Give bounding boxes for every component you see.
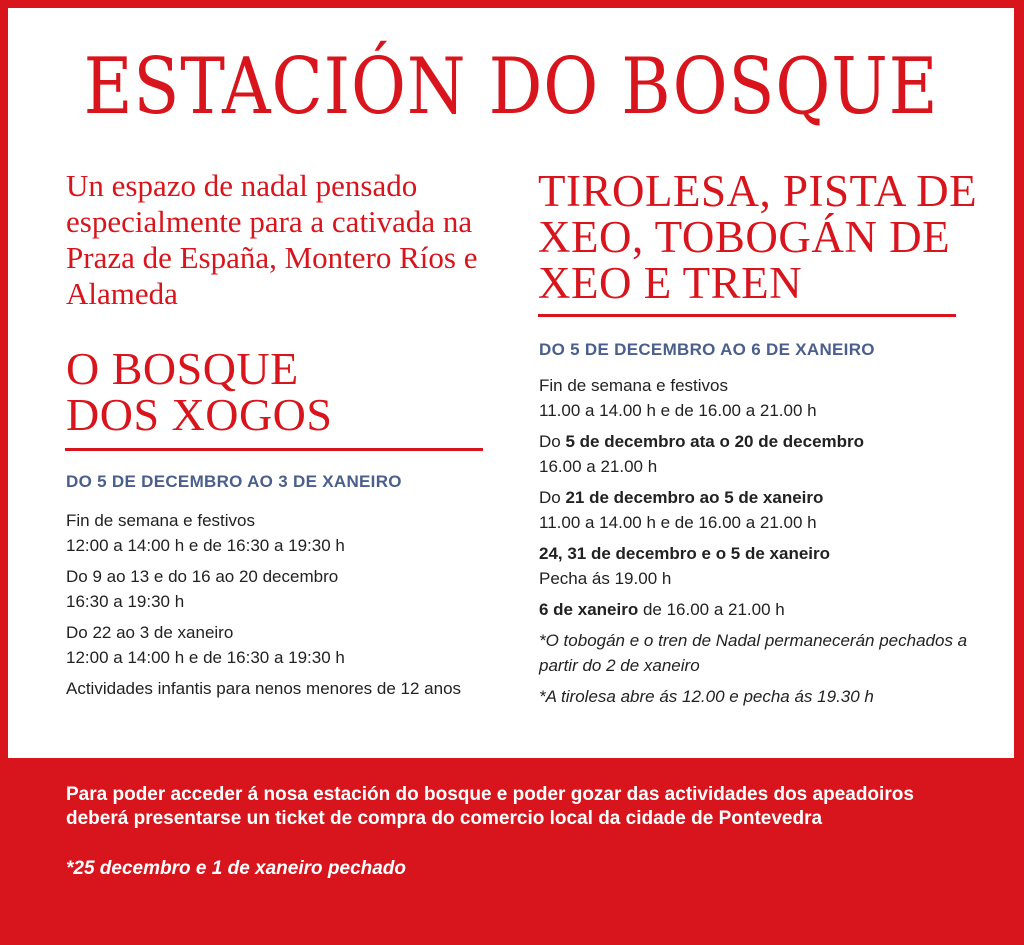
entry-label: Do 22 ao 3 de xaneiro (66, 623, 234, 642)
intro-text: Un espazo de nadal pensado especialmente para a cativada na Praza de España, Montero Ríos e Alameda (66, 168, 478, 311)
age-note: Actividades infantis para nenos menores de 12 anos (66, 679, 462, 698)
zipline-note: *A tirolesa abre ás 12.00 e pecha ás 19.30 h (539, 687, 874, 706)
right-schedule (539, 373, 979, 715)
right-heading-line: TIROLESA, PISTA DE (538, 166, 978, 216)
entry-label (539, 429, 979, 454)
entry-hours: 12:00 a 14:00 h e de 16:30 a 19:30 h (66, 648, 345, 667)
entry-hours: 12:00 a 14:00 h e de 16:30 a 19:30 h (66, 536, 345, 555)
content-panel (8, 8, 1014, 758)
entry-prefix: Do (539, 432, 566, 451)
left-schedule (66, 508, 496, 707)
entry-date: 21 de decembro ao 5 de xaneiro (565, 488, 824, 507)
right-section-heading (538, 168, 978, 306)
entry-label (539, 485, 979, 510)
schedule-entry (66, 620, 496, 670)
schedule-entry (539, 597, 979, 622)
right-divider (538, 314, 956, 317)
entry-date: 6 de xaneiro (539, 600, 639, 619)
closure-note: *O tobogán e o tren de Nadal permanecerán pechados a partir do 2 de xaneiro (539, 631, 968, 675)
left-date-range: DO 5 DE DECEMBRO AO 3 DE XANEIRO (66, 472, 402, 491)
page-title: ESTACIÓN DO BOSQUE (83, 42, 939, 132)
entry-hours: de 16.00 a 21.00 h (638, 600, 785, 619)
entry-date: 5 de decembro ata o 20 de decembro (565, 432, 865, 451)
closed-days-note: *25 decembro e 1 de xaneiro pechado (66, 858, 407, 879)
entry-hours: 11.00 a 14.00 h e de 16.00 a 21.00 h (539, 401, 817, 420)
schedule-entry (539, 429, 979, 479)
entry-label: Fin de semana e festivos (539, 376, 728, 395)
schedule-entry (539, 485, 979, 535)
right-heading-line: XEO E TREN (538, 258, 803, 308)
right-date-range: DO 5 DE DECEMBRO AO 6 DE XANEIRO (539, 340, 875, 359)
entry-hours: 16:30 a 19:30 h (66, 592, 185, 611)
footer-info (66, 783, 966, 881)
left-section-heading (66, 343, 486, 440)
schedule-entry (539, 541, 979, 591)
entry-label: 24, 31 de decembro e o 5 de xaneiro (539, 544, 831, 563)
entry-hours: 16.00 a 21.00 h (539, 457, 658, 476)
schedule-entry (66, 564, 496, 614)
ticket-highlight: ticket de compra do comercio local (275, 808, 593, 829)
left-heading-line: DOS XOGOS (66, 389, 333, 440)
footer-text: da cidade de Pontevedra (592, 808, 823, 829)
left-heading-line: O BOSQUE (66, 343, 299, 394)
footer-text: Para poder acceder á nosa estación do bosque e poder gozar das actividades dos apeadoiros deberá presentarse un (66, 784, 914, 829)
entry-label: Do 9 ao 13 e do 16 ao 20 decembro (66, 567, 339, 586)
schedule-entry (539, 373, 979, 423)
entry-hours: 11.00 a 14.00 h e de 16.00 a 21.00 h (539, 513, 817, 532)
schedule-entry (66, 508, 496, 558)
left-divider (65, 448, 483, 451)
right-heading-line: XEO, TOBOGÁN DE (538, 212, 951, 262)
entry-prefix: Do (539, 488, 566, 507)
entry-hours: Pecha ás 19.00 h (539, 569, 672, 588)
entry-label: Fin de semana e festivos (66, 511, 255, 530)
access-requirement (66, 783, 966, 831)
